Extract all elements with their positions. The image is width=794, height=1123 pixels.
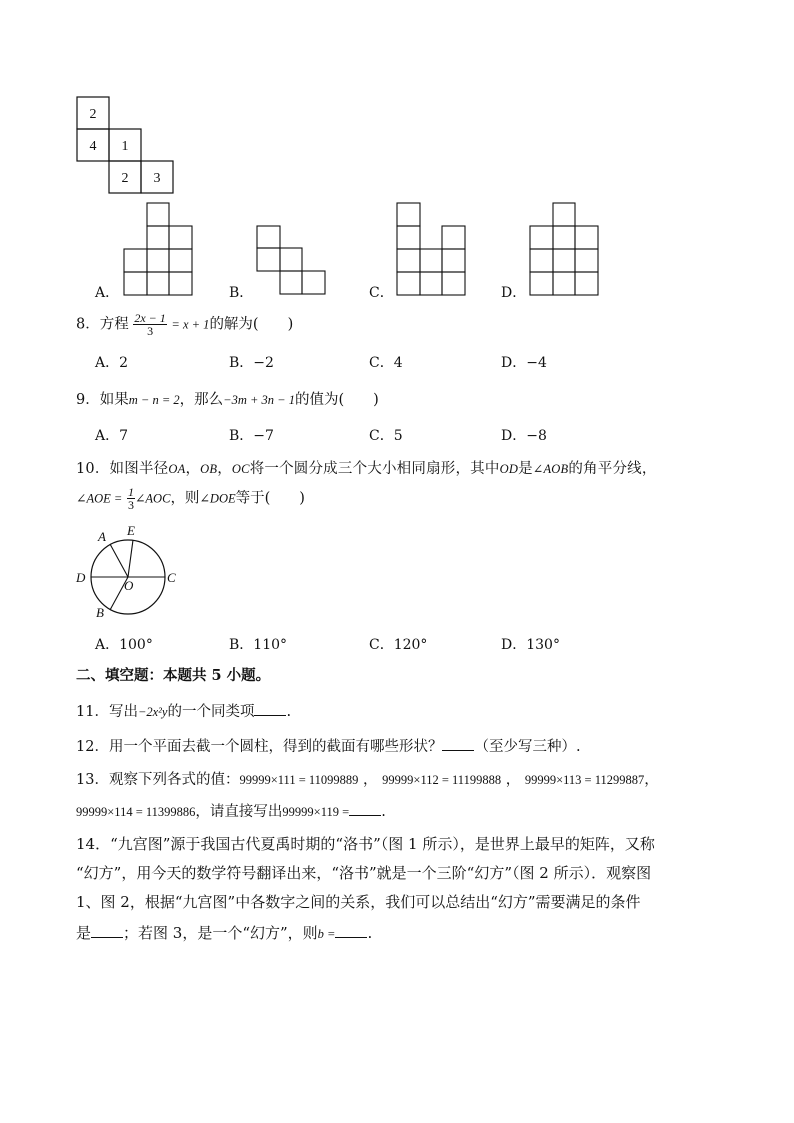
q10-option-c[interactable]: C．120° [369,637,428,653]
point-d-label: D [76,570,86,585]
question-10-line2: ∠AOE = $\frac{1}{3}$ ∠AOC，则∠DOE等于( ) [76,485,305,512]
net-cell-label: 4 [89,139,97,154]
question-10-line1: 10．如图半径OA，OB，OC将一个圆分成三个大小相同扇形，其中OD是∠AOB的角平分线， [76,461,657,477]
q10-fraction: $\frac{1}{3}$ [127,485,134,512]
answer-blank[interactable] [442,738,474,751]
q8-option-d[interactable]: D．−4 [501,355,547,371]
q7-option-b-figure [256,225,328,297]
net-cell-label: 2 [121,171,129,186]
q9-option-b[interactable]: B．−7 [229,428,274,444]
q10-option-d[interactable]: D．130° [501,637,560,653]
question-9: 9．如果m − n = 2，那么−3m + 3n − 1的值为( ) [76,392,379,408]
answer-blank[interactable] [349,803,381,816]
q8-option-c[interactable]: C．4 [369,355,403,371]
question-8: 8．方程 $\frac{2x - 1}{3}$ = x + 1的解为( ) [76,311,294,338]
question-14-line2: “幻方”，用今天的数学符号翻译出来，“洛书”就是一个三阶“幻方”（图 2 所示）．观察图 [76,864,652,882]
point-b-label: B [96,605,104,620]
question-14-line3: 1、图 2，根据“九宫图”中各数字之间的关系，我们可以总结出“幻方”需要满足的条件 [76,893,641,911]
q7-option-c-figure [396,202,468,296]
q10-option-a[interactable]: A．100° [95,637,153,653]
q9-option-d[interactable]: D．−8 [501,428,547,444]
question-14-line1: 14．“九宫图”源于我国古代夏禹时期的“洛书”（图 1 所示），是世界上最早的矩阵，又称 [76,835,655,853]
q7-option-b-label: B． [229,285,254,301]
question-13-line2: 99999×114 = 11399886，请直接写出99999×119 = . [76,804,386,820]
point-a-label: A [98,529,106,544]
section-2-heading: 二、填空题：本题共 5 小题。 [76,667,271,684]
answer-blank[interactable] [91,925,123,938]
q8-option-a[interactable]: A．2 [95,355,129,371]
q10-option-b[interactable]: B．110° [229,637,288,653]
net-cell-label: 1 [121,139,129,154]
q7-option-a-figure [123,202,195,296]
q7-option-a-label: A． [95,285,120,301]
q9-option-c[interactable]: C．5 [369,428,403,444]
point-o-label: O [124,578,134,593]
question-12: 12．用一个平面去截一个圆柱，得到的截面有哪些形状？ （至少写三种）. [76,739,581,755]
point-c-label: C [167,570,176,585]
q10-circle-figure [74,522,184,622]
q8-option-b[interactable]: B．−2 [229,355,274,371]
q9-option-a[interactable]: A．7 [95,428,129,444]
cube-net-figure [76,96,176,196]
point-e-label: E [127,523,135,538]
net-cell-label: 2 [89,107,97,122]
net-cell-label: 3 [153,171,161,186]
answer-blank[interactable] [254,703,286,716]
question-11: 11．写出−2x²y的一个同类项 . [76,704,292,720]
q7-option-c-label: C． [369,285,394,301]
q7-option-d-label: D． [501,285,527,301]
answer-blank[interactable] [335,925,367,938]
q7-option-d-figure [529,202,601,296]
question-13-line1: 13．观察下列各式的值：99999×111 = 11099889 ， 99999×112 = 11199888 ， 99999×113 = 11299887， [76,772,659,788]
q8-fraction: $\frac{2x - 1}{3}$ [134,311,166,338]
question-14-line4: 是 ；若图 3，是一个“幻方”，则b = . [76,924,373,942]
